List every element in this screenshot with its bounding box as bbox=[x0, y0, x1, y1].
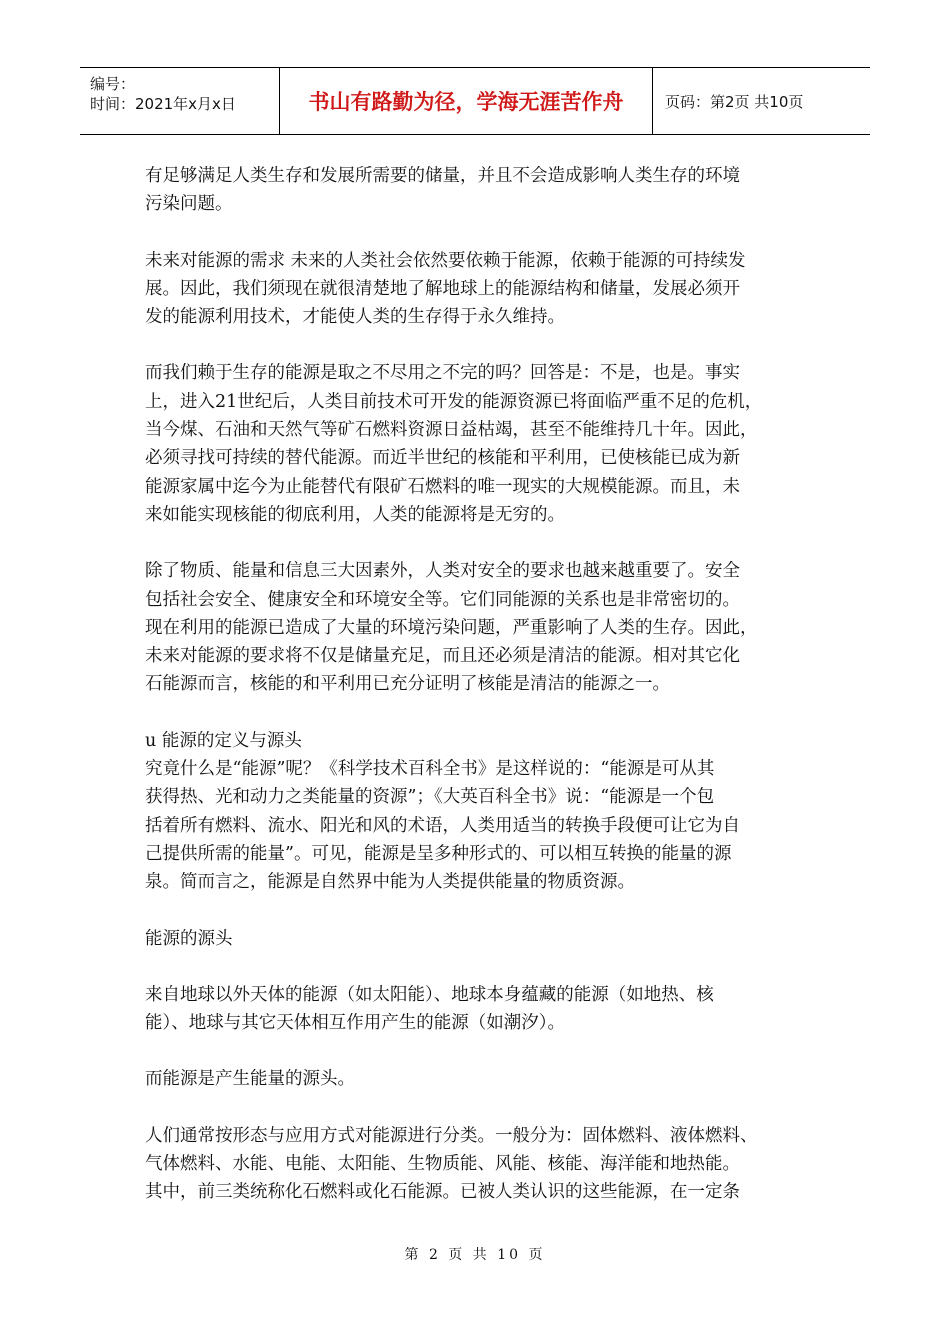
text-line: 上，进入21世纪后，人类目前技术可开发的能源资源已将面临严重不足的危机， bbox=[145, 391, 763, 412]
text-line: 展。因此，我们须现在就很清楚地了解地球上的能源结构和储量，发展必须开 bbox=[145, 278, 740, 299]
document-time-label: 时间：2021年x月x日 bbox=[90, 95, 236, 113]
header-table bbox=[80, 67, 870, 135]
header-motto: 书山有路勤为径，学海无涯苦作舟 bbox=[280, 68, 653, 134]
paragraph-4 bbox=[145, 557, 820, 698]
text-line: 究竟什么是“能源”呢？《科学技术百科全书》是这样说的：“能源是可从其 bbox=[145, 759, 715, 780]
text-line: 能源的源头 bbox=[145, 928, 233, 949]
text-line: 而我们赖于生存的能源是取之不尽用之不完的吗？回答是：不是，也是。事实 bbox=[145, 363, 740, 384]
text-line: 未来对能源的需求 未来的人类社会依然要依赖于能源，依赖于能源的可持续发 bbox=[145, 250, 746, 271]
text-line: 未来对能源的要求将不仅是储量充足，而且还必须是清洁的能源。相对其它化 bbox=[145, 646, 740, 667]
paragraph-9 bbox=[145, 1122, 820, 1207]
text-line: 获得热、光和动力之类能量的资源”；《大英百科全书》说：“能源是一个包 bbox=[145, 787, 715, 808]
paragraph-7 bbox=[145, 981, 820, 1038]
paragraph-3 bbox=[145, 359, 820, 529]
text-line: 气体燃料、水能、电能、太阳能、生物质能、风能、核能、海洋能和地热能。 bbox=[145, 1154, 740, 1175]
text-line: 有足够满足人类生存和发展所需要的储量，并且不会造成影响人类生存的环境 bbox=[145, 166, 740, 186]
text-line: 除了物质、能量和信息三大因素外，人类对安全的要求也越来越重要了。安全 bbox=[145, 561, 740, 582]
text-line: 现在利用的能源已造成了大量的环境污染问题，严重影响了人类的生存。因此， bbox=[145, 617, 758, 638]
text-line: 人们通常按形态与应用方式对能源进行分类。一般分为：固体燃料、液体燃料、 bbox=[145, 1125, 758, 1146]
text-line: 而能源是产生能量的源头。 bbox=[145, 1069, 355, 1090]
text-line: 能）、地球与其它天体相互作用产生的能源（如潮汐）。 bbox=[145, 1013, 565, 1034]
text-line: 括着所有燃料、流水、阳光和风的术语，人类用适当的转换手段便可让它为自 bbox=[145, 815, 740, 836]
paragraph-1 bbox=[145, 162, 820, 219]
header-page-info: 页码：第2页 共10页 bbox=[665, 92, 804, 111]
text-line: 能源家属中迄今为止能替代有限矿石燃料的唯一现实的大规模能源。而且，未 bbox=[145, 476, 740, 497]
text-line: 包括社会安全、健康安全和环境安全等。它们同能源的关系也是非常密切的。 bbox=[145, 589, 740, 610]
text-line: 来如能实现核能的彻底利用，人类的能源将是无穷的。 bbox=[145, 504, 565, 525]
text-line: 泉。简而言之，能源是自然界中能为人类提供能量的物质资源。 bbox=[145, 872, 635, 893]
text-line: 发的能源利用技术，才能使人类的生存得于永久维持。 bbox=[145, 307, 565, 328]
header-meta bbox=[80, 68, 280, 134]
document-body bbox=[145, 162, 820, 1207]
paragraph-8 bbox=[145, 1065, 820, 1093]
text-line: 当今煤、石油和天然气等矿石燃料资源日益枯竭，甚至不能维持几十年。因此， bbox=[145, 420, 758, 441]
text-line: 其中，前三类统称化石燃料或化石能源。已被人类认识的这些能源，在一定条 bbox=[145, 1182, 740, 1203]
paragraph-2 bbox=[145, 247, 820, 332]
text-line: 石能源而言，核能的和平利用已充分证明了核能是清洁的能源之一。 bbox=[145, 674, 670, 695]
section-heading: u 能源的定义与源头 bbox=[145, 730, 302, 751]
paragraph-6 bbox=[145, 925, 820, 953]
text-line: 来自地球以外天体的能源（如太阳能）、地球本身蕴藏的能源（如地热、核 bbox=[145, 984, 714, 1005]
document-number-label: 编号： bbox=[90, 75, 136, 93]
page-footer: 第 2 页 共 10 页 bbox=[404, 1247, 546, 1263]
text-line: 污染问题。 bbox=[145, 194, 233, 215]
text-line: 必须寻找可持续的替代能源。而近半世纪的核能和平利用，已使核能已成为新 bbox=[145, 448, 740, 469]
paragraph-5 bbox=[145, 727, 820, 897]
text-line: 己提供所需的能量”。可见，能源是呈多种形式的、可以相互转换的能量的源 bbox=[145, 843, 732, 864]
